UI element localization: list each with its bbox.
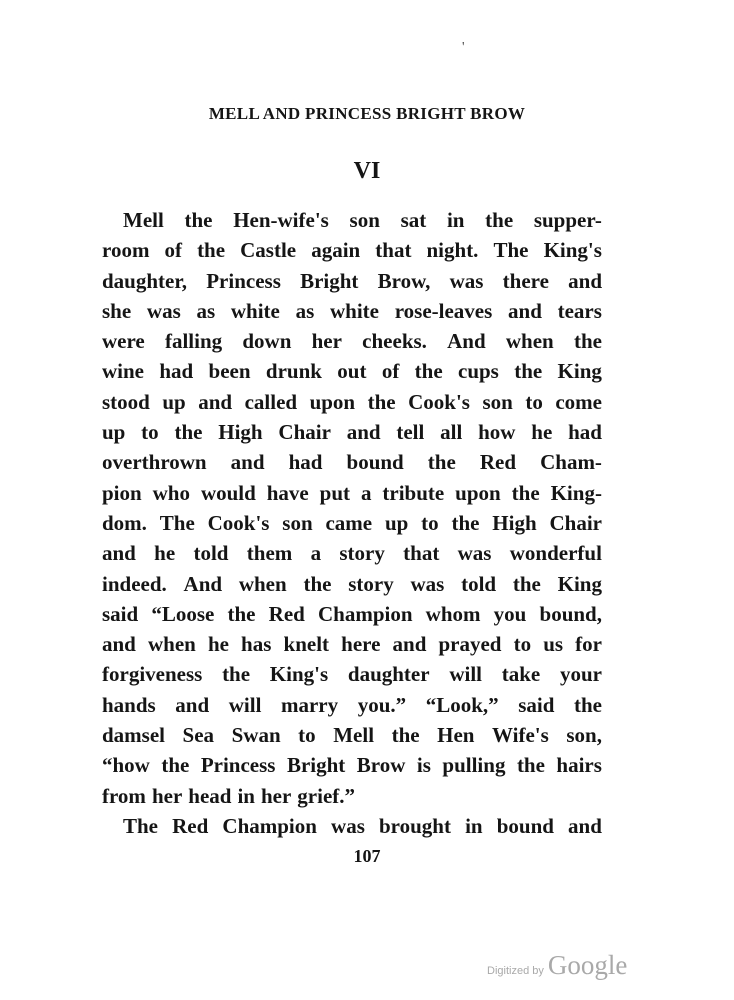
text-line: from her head in her grief.” bbox=[102, 783, 356, 808]
text-line: forgiveness the King's daughter will take your bbox=[102, 662, 602, 687]
text-line: damsel Sea Swan to Mell the Hen Wife's son, bbox=[102, 723, 602, 748]
text-line: up to the High Chair and tell all how he had bbox=[102, 420, 602, 445]
text-line: hands and will marry you.” “Look,” said the bbox=[102, 692, 602, 717]
running-head: MELL AND PRINCESS BRIGHT BROW bbox=[208, 104, 526, 123]
text-line: and he told them a story that was wonderful bbox=[102, 541, 602, 566]
text-line: “how the Princess Bright Brow is pulling the hairs bbox=[102, 753, 602, 778]
text-line: daughter, Princess Bright Brow, was there and bbox=[102, 268, 602, 293]
text-line: overthrown and had bound the Red Cham- bbox=[102, 450, 602, 475]
text-line: she was as white as white rose-leaves and tears bbox=[102, 298, 602, 323]
text-line: and when he has knelt here and prayed to us for bbox=[102, 632, 602, 657]
text-line: said “Loose the Red Champion whom you bound, bbox=[102, 601, 602, 626]
google-wordmark: Google bbox=[547, 950, 628, 980]
digitized-prefix: Digitized by bbox=[487, 965, 544, 977]
digitized-by-watermark bbox=[487, 950, 627, 981]
text-line: dom. The Cook's son came up to the High Chair bbox=[102, 510, 602, 535]
text-line: pion who would have put a tribute upon the King- bbox=[102, 480, 602, 505]
text-line: stood up and called upon the Cook's son to come bbox=[102, 389, 602, 414]
text-line: Mell the Hen-wife's son sat in the supper- bbox=[123, 208, 602, 232]
text-line: indeed. And when the story was told the King bbox=[102, 571, 602, 596]
margin-mark: ' bbox=[462, 40, 465, 55]
page-number: 107 bbox=[353, 846, 381, 866]
text-line: room of the Castle again that night. The King's bbox=[102, 238, 602, 263]
text-line: were falling down her cheeks. And when the bbox=[102, 329, 602, 354]
chapter-number: VI bbox=[353, 158, 381, 184]
text-line: The Red Champion was brought in bound and bbox=[123, 813, 602, 838]
text-line: wine had been drunk out of the cups the King bbox=[102, 359, 602, 384]
body-text bbox=[102, 205, 602, 841]
